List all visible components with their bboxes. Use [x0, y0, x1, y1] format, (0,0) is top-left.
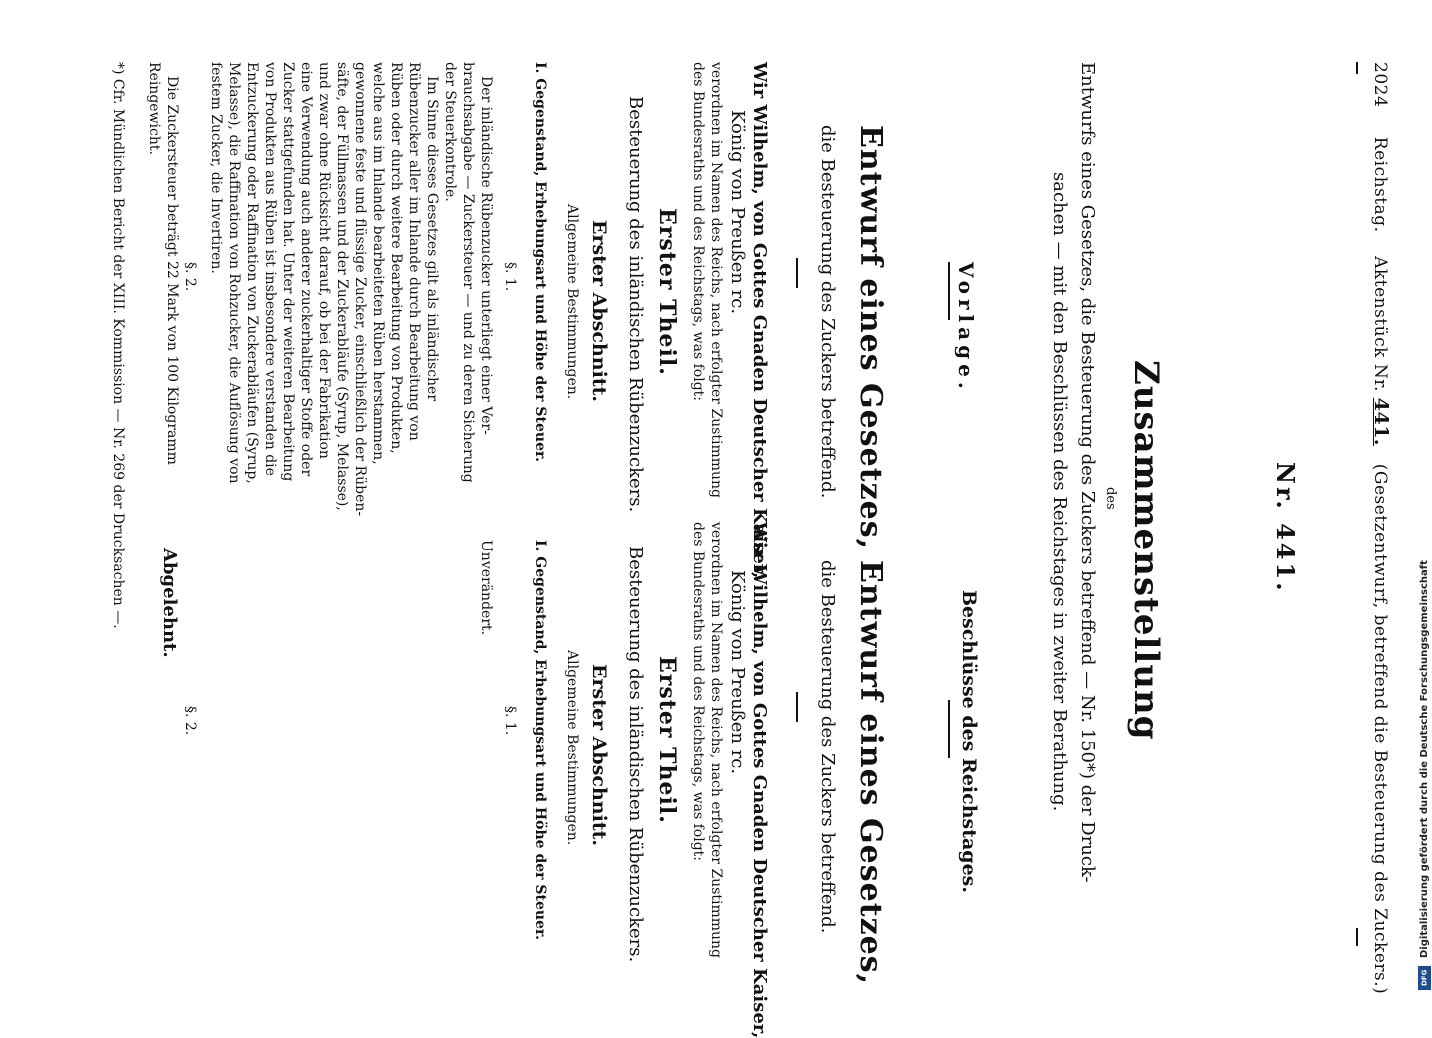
footnote: *) Cfr. Mündlichen Bericht der XIII. Kommission — Nr. 269 der Drucksachen —.: [110, 62, 126, 629]
right-para-1: §. 1.: [502, 706, 518, 736]
right-p1-text: Unverändert.: [478, 540, 494, 636]
header-rule-bottom: [1356, 928, 1358, 946]
right-label-rule: [948, 700, 950, 758]
left-heading-rule: [796, 258, 798, 288]
title-subtitle-1: Entwurfs eines Gesetzes, die Besteuerung des Zuckers betreffend — Nr. 150*) der Druck-: [1077, 62, 1098, 883]
dfg-logo-text: DFG: [1420, 969, 1429, 987]
left-subheading: die Besteuerung des Zuckers betreffend.: [817, 125, 838, 499]
left-section-title: Allgemeine Bestimmungen.: [564, 204, 580, 400]
left-preamble-4: des Bundesraths und des Reichstags, was folgt:: [690, 62, 706, 402]
left-p1-l15: Melasse), die Raffination von Rohzucker, die Auflösung von: [226, 62, 242, 484]
left-label-rule: [948, 262, 950, 320]
left-p2-l2: Reingewicht.: [146, 62, 162, 155]
page-number: 2024: [1370, 62, 1390, 108]
right-section-title: Allgemeine Bestimmungen.: [564, 650, 580, 846]
left-p1-l7: welche aus im Inlande bearbeiteten Rüben herstammen,: [370, 62, 386, 465]
right-heading: Entwurf eines Gesetzes,: [853, 560, 888, 986]
title-des: des: [1103, 487, 1118, 510]
right-part-title: Besteuerung des inländischen Rübenzuckers.: [625, 546, 646, 963]
left-p1-l14: Entzuckerung oder Raffination von Zuckerabläufen (Syrup,: [244, 62, 260, 484]
document-title: Zusammenstellung: [1126, 360, 1166, 741]
left-para-2: §. 2.: [182, 262, 198, 292]
left-p1-l13: von Produkten aus Rüben ist insbesondere verstanden die: [262, 62, 278, 476]
left-para-1: §. 1.: [502, 262, 518, 292]
digitization-credit: Digitalisierung gefördert durch die Deutsche Forschungsgemeinschaft: [1419, 560, 1430, 958]
right-heading-rule: [796, 692, 798, 722]
left-part-title: Besteuerung des inländischen Rübenzuckers.: [625, 96, 646, 513]
left-p1-l10: und zwar ohne Rücksicht darauf, ob bei der Fabrikation: [316, 62, 332, 459]
left-column-label: Vorlage.: [954, 262, 978, 394]
left-p1-l11: eine Verwendung auch anderer zuckerhaltiger Stoffe oder: [298, 62, 314, 477]
left-preamble-3: verordnen im Namen des Reichs, nach erfolgter Zustimmung: [708, 62, 724, 499]
left-p1-l8: gewonnene feste und flüssige Zucker, einschließlich der Rüben-: [352, 62, 368, 517]
right-para-2: §. 2.: [182, 706, 198, 736]
left-p1-l1: Der inländische Rübenzucker unterliegt einer Ver-: [478, 76, 494, 435]
right-subheading: die Besteuerung des Zuckers betreffend.: [817, 560, 838, 934]
header-aktenstueck: Aktenstück Nr.: [1370, 256, 1390, 392]
header-number: 441.: [1370, 397, 1392, 447]
header-reichstag: Reichstag.: [1370, 136, 1390, 233]
left-p1-l2: brauchsabgabe — Zuckersteuer — und zu deren Sicherung: [460, 62, 476, 483]
left-section: Erster Abschnitt.: [588, 220, 610, 402]
left-p1-l3: der Steuerkontrole.: [442, 62, 458, 202]
left-preamble-2: König von Preußen rc.: [727, 110, 748, 315]
header-description: (Gesetzentwurf, betreffend die Besteuerung des Zuckers.): [1370, 463, 1390, 995]
left-part: Erster Theil.: [654, 208, 680, 376]
left-p1-l4: Im Sinne dieses Gesetzes gilt als inländischer: [424, 76, 440, 402]
left-subsection: I. Gegenstand, Erhebungsart und Höhe der Steuer.: [532, 62, 548, 462]
title-subtitle-2: sachen — mit den Beschlüssen des Reichstages in zweiter Berathung.: [1049, 172, 1070, 812]
left-preamble-1: Wir Wilhelm, von Gottes Gnaden Deutscher Kaiser,: [749, 62, 770, 579]
left-p1-l9: säfte, der Füllmassen und der Zuckerabläufe (Syrup, Melasse),: [334, 62, 350, 511]
left-heading: Entwurf eines Gesetzes,: [853, 125, 888, 551]
right-subsection: I. Gegenstand, Erhebungsart und Höhe der Steuer.: [532, 540, 548, 940]
right-column-label: Beschlüsse des Reichstages.: [958, 590, 980, 893]
document-number: Nr. 441.: [1271, 462, 1300, 594]
left-p1-l16: festem Zucker, die Invertiren.: [208, 62, 224, 274]
left-p1-l6: Rüben oder durch weitere Bearbeitung von Produkten,: [388, 62, 404, 454]
left-p1-l5: Rübenzucker aller im Inlande durch Bearbeitung von: [406, 62, 422, 441]
header-rule-top: [1356, 62, 1358, 74]
right-part: Erster Theil.: [654, 656, 680, 824]
left-p2-l1: Die Zuckersteuer beträgt 22 Mark von 100 Kilogramm: [164, 76, 180, 465]
right-preamble-1: Wir Wilhelm, von Gottes Gnaden Deutscher Kaiser,: [749, 522, 770, 1038]
right-p2-text: Abgelehnt.: [159, 548, 180, 658]
right-section: Erster Abschnitt.: [588, 664, 610, 846]
dfg-logo-icon: [1418, 966, 1431, 990]
right-preamble-4: des Bundesraths und des Reichstags, was folgt:: [690, 522, 706, 862]
right-preamble-2: König von Preußen rc.: [727, 570, 748, 775]
left-p1-l12: Zucker stattgefunden hat. Unter der weiteren Bearbeitung: [280, 62, 296, 482]
right-preamble-3: verordnen im Namen des Reichs, nach erfolgter Zustimmung: [708, 522, 724, 959]
page-header: [1370, 62, 1392, 994]
